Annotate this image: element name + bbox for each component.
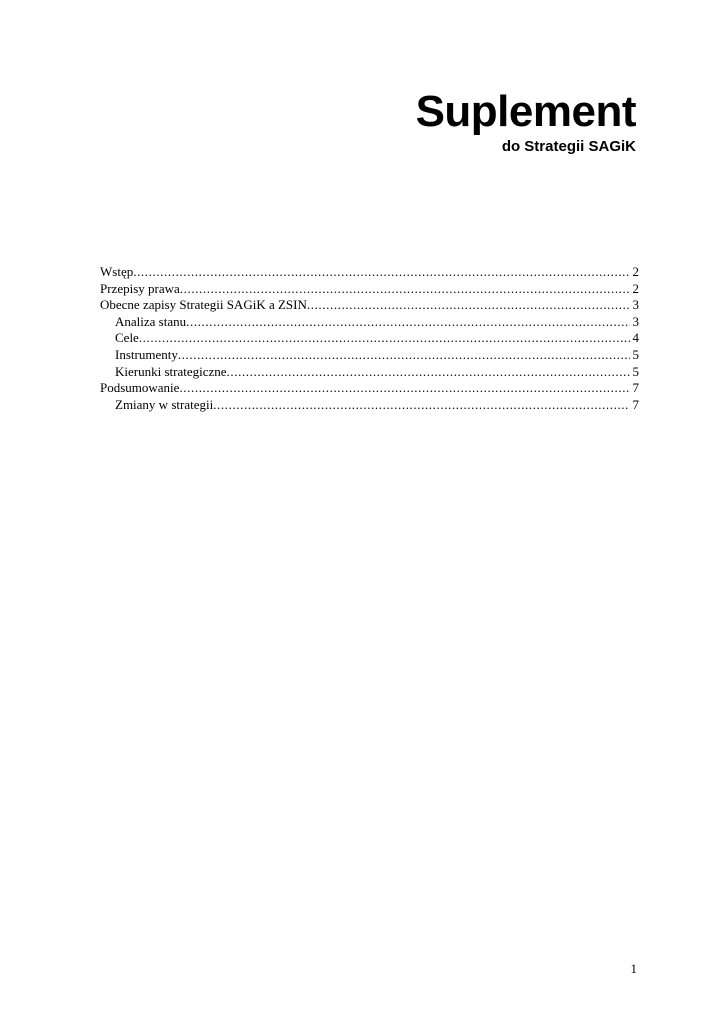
toc-dot-leader: [227, 364, 630, 381]
toc-entry-title: Przepisy prawa: [100, 280, 180, 296]
toc-entry-page: 3: [632, 297, 639, 313]
toc-entry-title: Analiza stanu: [115, 313, 187, 329]
toc-entry-title: Podsumowanie: [100, 380, 180, 396]
page-number: 1: [630, 961, 637, 976]
toc-entry-page: 7: [632, 396, 639, 412]
toc-entry-title: Kierunki strategiczne: [115, 363, 227, 379]
toc-dot-leader: [178, 347, 630, 364]
toc-entry-title: Obecne zapisy Strategii SAGiK a ZSIN: [100, 297, 307, 313]
toc-dot-leader: [186, 314, 629, 331]
document-title: Suplement: [415, 87, 636, 136]
toc-entry[interactable]: [100, 380, 639, 397]
toc-entry[interactable]: [100, 264, 639, 281]
toc-dot-leader: [133, 264, 629, 281]
toc-subentry[interactable]: [100, 397, 639, 414]
toc-entry-page: 2: [632, 280, 639, 296]
toc-entry-page: 4: [632, 330, 639, 346]
toc-subentry[interactable]: [100, 347, 639, 364]
toc-entry-title: Instrumenty: [115, 346, 178, 362]
toc-subentry[interactable]: [100, 330, 639, 347]
toc-dot-leader: [213, 397, 629, 414]
document-subtitle: do Strategii SAGiK: [501, 138, 636, 155]
toc-entry-page: 5: [632, 346, 639, 362]
toc-entry-page: 5: [632, 363, 639, 379]
toc-entry-title: Zmiany w strategii: [115, 396, 214, 412]
toc-subentry[interactable]: [100, 314, 639, 331]
toc-entry-page: 3: [632, 313, 639, 329]
toc-entry-title: Cele: [115, 330, 139, 346]
table-of-contents: [100, 264, 639, 413]
toc-entry[interactable]: [100, 281, 639, 298]
toc-dot-leader: [307, 297, 630, 314]
toc-entry-page: 2: [632, 264, 639, 279]
toc-dot-leader: [179, 380, 629, 397]
toc-entry[interactable]: [100, 297, 639, 314]
toc-dot-leader: [139, 330, 630, 347]
toc-entry-title: Wstęp: [100, 264, 134, 279]
toc-dot-leader: [180, 281, 630, 298]
toc-subentry[interactable]: [100, 364, 639, 381]
toc-entry-page: 7: [632, 380, 639, 396]
